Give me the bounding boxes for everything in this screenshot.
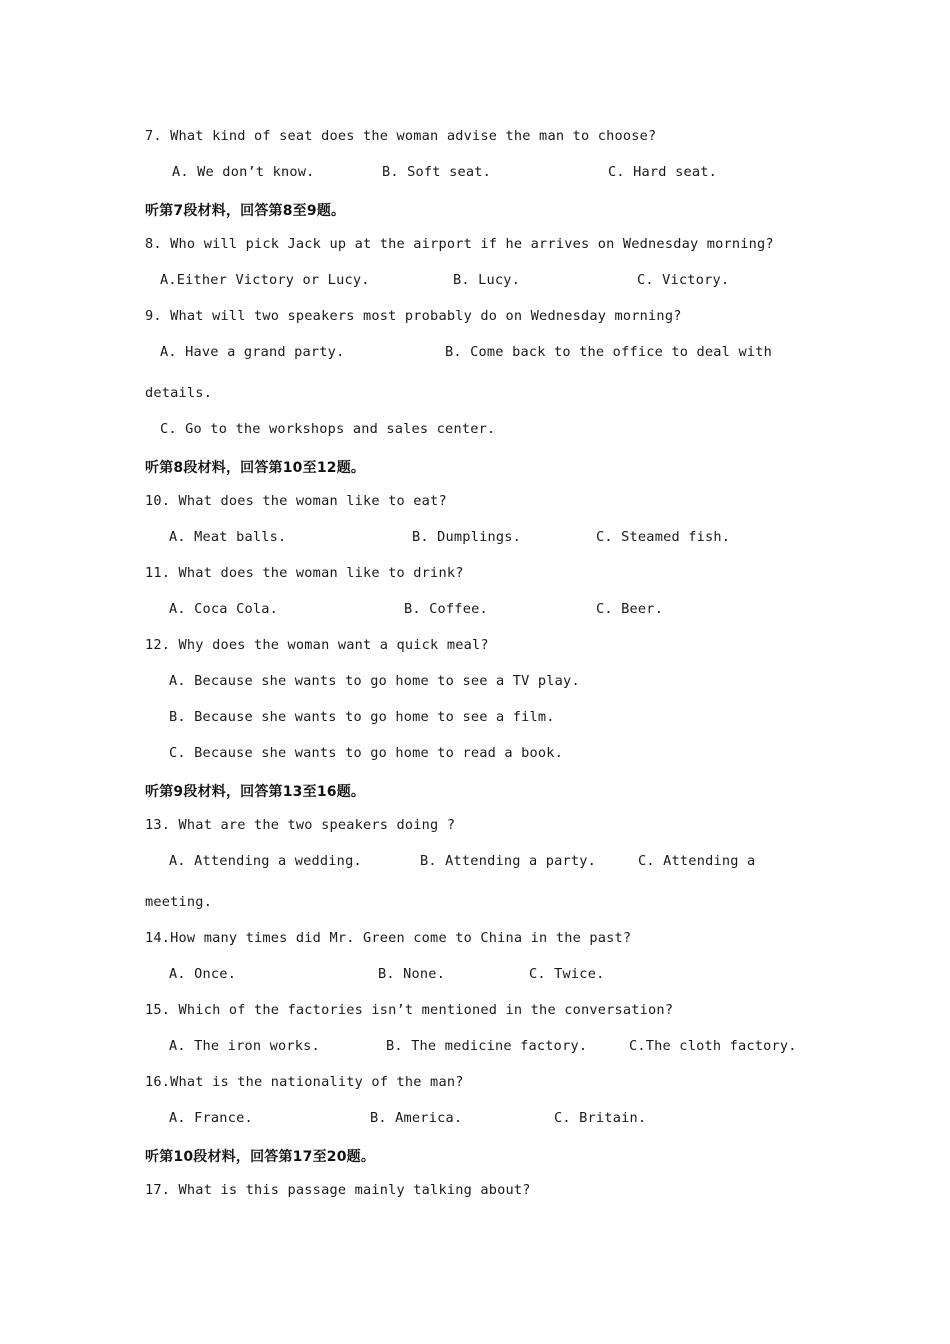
- q12-option-c: C. Because she wants to go home to read a book.: [169, 745, 564, 761]
- q12-option-a: A. Because she wants to go home to see a TV play.: [169, 673, 580, 689]
- q14-option-b: B. None.: [378, 966, 446, 982]
- question-11: 11. What does the woman like to drink?: [145, 565, 464, 581]
- q9-option-c: C. Go to the workshops and sales center.: [160, 421, 496, 437]
- section-heading-9: 听第9段材料，回答第13至16题。: [145, 784, 366, 800]
- q10-option-a: A. Meat balls.: [169, 529, 287, 545]
- q14-option-c: C. Twice.: [529, 966, 605, 982]
- q16-option-b: B. America.: [370, 1110, 463, 1126]
- q11-option-a: A. Coca Cola.: [169, 601, 278, 617]
- q13-option-a: A. Attending a wedding.: [169, 853, 362, 869]
- q7-option-b: B. Soft seat.: [382, 164, 491, 180]
- question-14: 14.How many times did Mr. Green come to China in the past?: [145, 930, 632, 946]
- section-heading-7: 听第7段材料，回答第8至9题。: [145, 203, 346, 219]
- section-heading-10: 听第10段材料，回答第17至20题。: [145, 1149, 376, 1165]
- q13-option-c-continued: meeting.: [145, 894, 213, 910]
- q8-option-a: A.Either Victory or Lucy.: [160, 272, 370, 288]
- q10-option-b: B. Dumplings.: [412, 529, 521, 545]
- q8-option-b: B. Lucy.: [453, 272, 521, 288]
- q9-option-a: A. Have a grand party.: [160, 344, 345, 360]
- q10-option-c: C. Steamed fish.: [596, 529, 731, 545]
- q14-option-a: A. Once.: [169, 966, 237, 982]
- q9-option-b-continued: details.: [145, 385, 213, 401]
- q11-option-c: C. Beer.: [596, 601, 664, 617]
- question-8: 8. Who will pick Jack up at the airport if he arrives on Wednesday morning?: [145, 236, 774, 252]
- question-12: 12. Why does the woman want a quick meal?: [145, 637, 489, 653]
- q15-option-b: B. The medicine factory.: [386, 1038, 588, 1054]
- question-15: 15. Which of the factories isn’t mentioned in the conversation?: [145, 1002, 674, 1018]
- q13-option-b: B. Attending a party.: [420, 853, 597, 869]
- question-13: 13. What are the two speakers doing ?: [145, 817, 456, 833]
- question-7: 7. What kind of seat does the woman advise the man to choose?: [145, 128, 657, 144]
- q7-option-a: A. We don’t know.: [172, 164, 315, 180]
- question-10: 10. What does the woman like to eat?: [145, 493, 447, 509]
- question-16: 16.What is the nationality of the man?: [145, 1074, 464, 1090]
- q16-option-c: C. Britain.: [554, 1110, 647, 1126]
- q15-option-a: A. The iron works.: [169, 1038, 320, 1054]
- question-9: 9. What will two speakers most probably do on Wednesday morning?: [145, 308, 682, 324]
- q15-option-c: C.The cloth factory.: [629, 1038, 797, 1054]
- q16-option-a: A. France.: [169, 1110, 253, 1126]
- q7-option-c: C. Hard seat.: [608, 164, 717, 180]
- q8-option-c: C. Victory.: [637, 272, 730, 288]
- q11-option-b: B. Coffee.: [404, 601, 488, 617]
- question-17: 17. What is this passage mainly talking about?: [145, 1182, 531, 1198]
- section-heading-8: 听第8段材料，回答第10至12题。: [145, 460, 366, 476]
- q13-option-c: C. Attending a: [638, 853, 756, 869]
- q12-option-b: B. Because she wants to go home to see a film.: [169, 709, 555, 725]
- q9-option-b: B. Come back to the office to deal with: [445, 344, 772, 360]
